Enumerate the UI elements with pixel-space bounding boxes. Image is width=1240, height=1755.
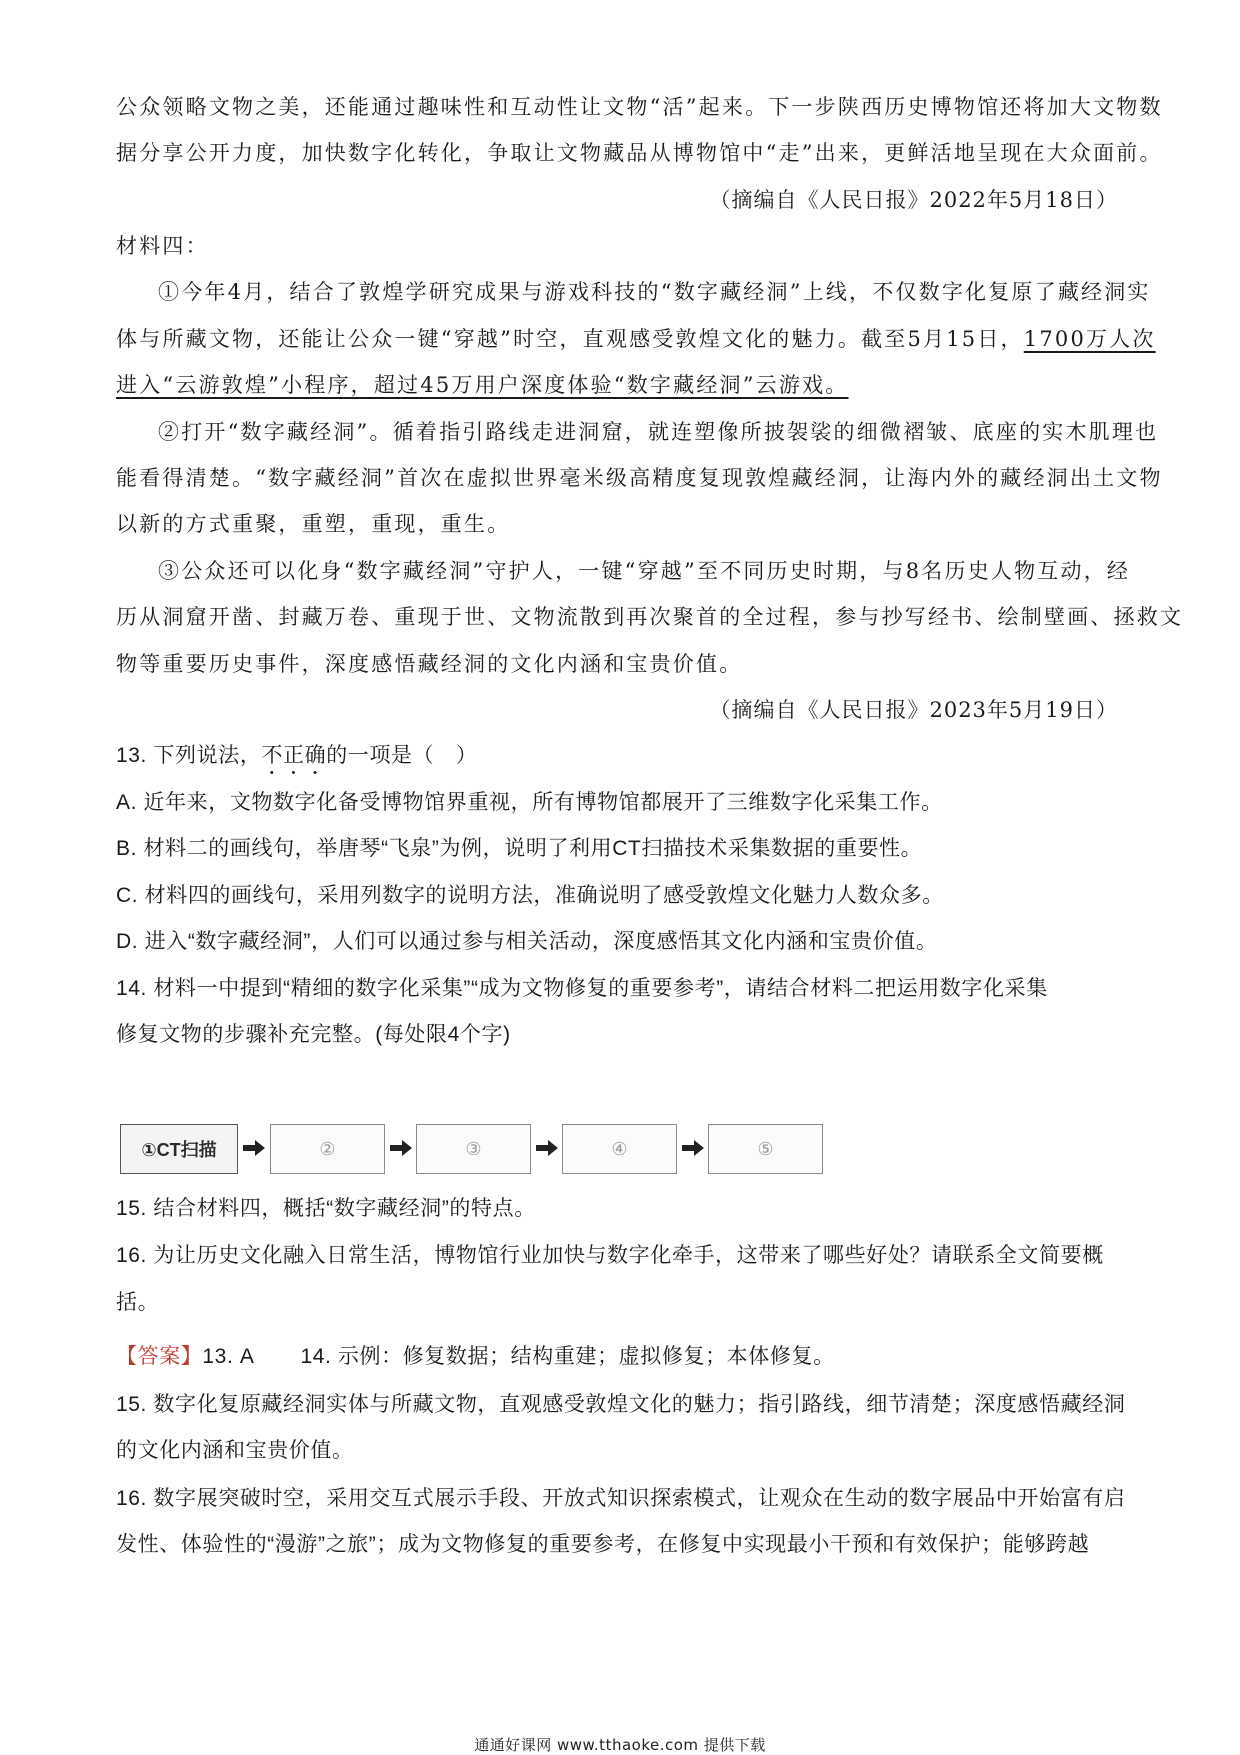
arrow-right-icon [682,1140,704,1156]
question-14: 14. 材料一中提到“精细的数字化采集”“成为文物修复的重要参考”，请结合材料二把运用数字化采集 [116,977,1048,1000]
answer-15: 15. 数字化复原藏经洞实体与所藏文物，直观感受敦煌文化的魅力；指引路线，细节清楚；深度感悟藏经洞 [116,1393,1126,1416]
question-text: 的一项是（ ） [326,744,478,767]
arrow-right-icon [243,1140,265,1156]
flow-step-2: ② [270,1124,385,1174]
arrow-right-icon [536,1140,558,1156]
page-footer: 通通好课网 www.tthaoke.com 提供下载 [474,1736,766,1754]
question-text: 13. 下列说法， [116,744,262,767]
flow-step-5: ⑤ [708,1124,823,1174]
option-a: A. 近年来，文物数字化备受博物馆界重视，所有博物馆都展开了三维数字化采集工作。 [116,791,943,814]
answer-13: 13. A [202,1345,255,1368]
flow-step-4: ④ [562,1124,677,1174]
flow-step-1: ①CT扫描 [120,1124,238,1174]
paragraph-line: ②打开“数字藏经洞”。循着指引路线走进洞窟，就连塑像所披袈裟的细微褶皱、底座的实木肌理也 [158,420,1159,444]
paragraph-text: 体与所藏文物，还能让公众一键“穿越”时空，直观感受敦煌文化的魅力。截至5月15日， [116,327,1024,351]
question-16-cont: 括。 [116,1291,160,1314]
paragraph-line: 历从洞窟开凿、封藏万卷、重现于世、文物流散到再次聚首的全过程，参与抄写经书、绘制壁画、拯救文 [116,605,1184,629]
answer-tag: 【答案】 [116,1345,203,1368]
answer-line [116,1343,835,1371]
paragraph-line: 能看得清楚。“数字藏经洞”首次在虚拟世界毫米级高精度复现敦煌藏经洞，让海内外的藏经洞出土文物 [116,466,1163,490]
underlined-line: 进入“云游敦煌”小程序，超过45万用户深度体验“数字藏经洞”云游戏。 [116,373,849,397]
answer-16-cont: 发性、体验性的“漫游”之旅”；成为文物修复的重要参考，在修复中实现最小干预和有效保护；能够跨越 [116,1533,1090,1556]
option-c: C. 材料四的画线句，采用列数字的说明方法，准确说明了感受敦煌文化魅力人数众多。 [116,884,944,907]
arrow-right-icon [390,1140,412,1156]
paragraph-line [116,325,1156,353]
answer-16: 16. 数字展突破时空，采用交互式展示手段、开放式知识探索模式，让观众在生动的数字展品中开始富有启 [116,1487,1126,1510]
question-15: 15. 结合材料四，概括“数字藏经洞”的特点。 [116,1197,536,1220]
paragraph-line: 物等重要历史事件，深度感悟藏经洞的文化内涵和宝贵价值。 [116,652,743,676]
question-14-cont: 修复文物的步骤补充完整。(每处限4个字) [116,1023,511,1046]
answer-15-cont: 的文化内涵和宝贵价值。 [116,1439,354,1462]
option-d: D. 进入“数字藏经洞”，人们可以通过参与相关活动，深度感悟其文化内涵和宝贵价值。 [116,930,938,953]
question-13 [116,742,477,779]
source-citation: （摘编自《人民日报》2023年5月19日） [709,698,1118,722]
paragraph-line: 公众领略文物之美，还能通过趣味性和互动性让文物“活”起来。下一步陕西历史博物馆还将加大文物数 [116,95,1163,119]
section-heading: 材料四： [116,234,209,258]
answer-14: 14. 示例：修复数据；结构重建；虚拟修复；本体修复。 [300,1345,835,1368]
option-b: B. 材料二的画线句，举唐琴“飞泉”为例，说明了利用CT扫描技术采集数据的重要性。 [116,837,923,860]
source-citation: （摘编自《人民日报》2022年5月18日） [709,188,1118,212]
paragraph-line: 以新的方式重聚，重塑，重现，重生。 [116,512,511,536]
flow-step-3: ③ [416,1124,531,1174]
paragraph-line: 据分享公开力度，加快数字化转化，争取让文物藏品从博物馆中“走”出来，更鲜活地呈现在大众面前。 [116,141,1163,165]
underlined-text: 1700万人次 [1023,327,1156,351]
paragraph-line: ①今年4月，结合了敦煌学研究成果与游戏科技的“数字藏经洞”上线，不仅数字化复原了藏经洞实 [158,280,1151,304]
emphasized-text: 不正确 [261,744,327,767]
paragraph-line: ③公众还可以化身“数字藏经洞”守护人，一键“穿越”至不同历史时期，与8名历史人物互动，经 [158,559,1131,583]
question-16: 16. 为让历史文化融入日常生活，博物馆行业加快与数字化牵手，这带来了哪些好处？请联系全文简要概 [116,1244,1104,1267]
